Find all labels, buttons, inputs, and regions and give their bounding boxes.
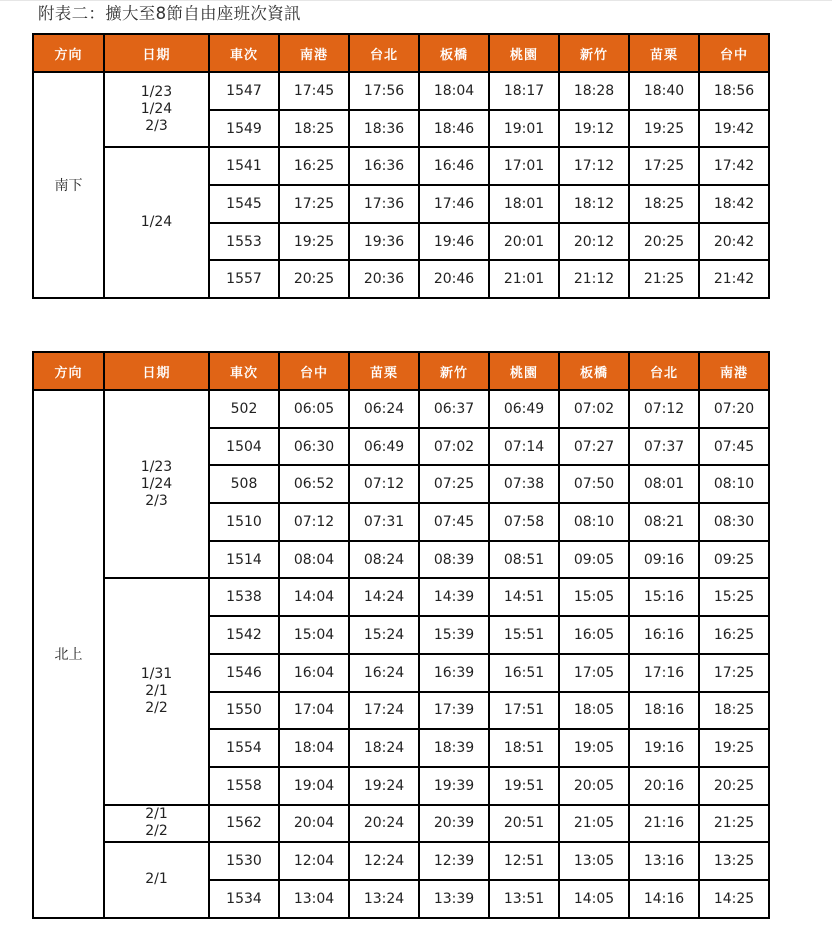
time-cell: 07:02: [559, 390, 629, 428]
time-cell: 08:24: [349, 541, 419, 579]
time-cell: 09:16: [629, 541, 699, 579]
time-cell: 20:25: [699, 767, 769, 805]
time-cell: 19:16: [629, 729, 699, 767]
train-number-cell: 1530: [209, 842, 279, 880]
time-cell: 20:25: [629, 223, 699, 261]
header-train-no: 車次: [209, 34, 279, 72]
time-cell: 09:05: [559, 541, 629, 579]
time-cell: 21:25: [699, 805, 769, 843]
date-value: 2/3: [145, 492, 168, 509]
time-cell: 19:51: [489, 767, 559, 805]
header-station: 板橋: [419, 34, 489, 72]
time-cell: 07:12: [349, 465, 419, 503]
time-cell: 07:14: [489, 428, 559, 466]
time-cell: 21:01: [489, 260, 559, 298]
train-number-cell: 508: [209, 465, 279, 503]
date-value: 1/24: [140, 101, 173, 118]
time-cell: 07:45: [699, 428, 769, 466]
table-row: [33, 390, 769, 428]
time-cell: 07:50: [559, 465, 629, 503]
time-cell: 15:24: [349, 616, 419, 654]
time-cell: 16:24: [349, 654, 419, 692]
time-cell: 14:04: [279, 578, 349, 616]
time-cell: 20:36: [349, 260, 419, 298]
header-station: 桃園: [489, 34, 559, 72]
time-cell: 17:39: [419, 692, 489, 730]
time-cell: 19:36: [349, 223, 419, 261]
header-station: 苗栗: [349, 352, 419, 390]
header-direction: 方向: [33, 352, 104, 390]
time-cell: 06:52: [279, 465, 349, 503]
time-cell: 17:51: [489, 692, 559, 730]
time-cell: 20:05: [559, 767, 629, 805]
time-cell: 07:27: [559, 428, 629, 466]
time-cell: 18:16: [629, 692, 699, 730]
time-cell: 21:42: [699, 260, 769, 298]
header-row: [33, 352, 769, 390]
header-station: 南港: [699, 352, 769, 390]
time-cell: 13:25: [699, 842, 769, 880]
time-cell: 18:01: [489, 185, 559, 223]
header-station: 南港: [279, 34, 349, 72]
time-cell: 08:51: [489, 541, 559, 579]
time-cell: 18:04: [279, 729, 349, 767]
time-cell: 18:42: [699, 185, 769, 223]
time-cell: 20:51: [489, 805, 559, 843]
time-cell: 17:01: [489, 147, 559, 185]
time-cell: 15:39: [419, 616, 489, 654]
train-number-cell: 1504: [209, 428, 279, 466]
train-number-cell: 1554: [209, 729, 279, 767]
time-cell: 06:49: [489, 390, 559, 428]
direction-cell: 南下: [33, 72, 104, 298]
date-cell: [104, 842, 209, 917]
date-cell: [104, 805, 209, 843]
train-number-cell: 1557: [209, 260, 279, 298]
table-row: [33, 842, 769, 880]
time-cell: 19:25: [279, 223, 349, 261]
table-row: [33, 147, 769, 185]
time-cell: 08:21: [629, 503, 699, 541]
time-cell: 17:46: [419, 185, 489, 223]
time-cell: 07:12: [279, 503, 349, 541]
time-cell: 16:39: [419, 654, 489, 692]
time-cell: 12:04: [279, 842, 349, 880]
time-cell: 21:12: [559, 260, 629, 298]
time-cell: 17:12: [559, 147, 629, 185]
time-cell: 19:25: [629, 110, 699, 148]
time-cell: 12:24: [349, 842, 419, 880]
time-cell: 18:04: [419, 72, 489, 110]
time-cell: 14:39: [419, 578, 489, 616]
time-cell: 06:05: [279, 390, 349, 428]
time-cell: 08:10: [559, 503, 629, 541]
direction-cell: 北上: [33, 390, 104, 918]
time-cell: 15:25: [699, 578, 769, 616]
time-cell: 16:25: [699, 616, 769, 654]
time-cell: 14:05: [559, 880, 629, 918]
table-row: [33, 578, 769, 616]
time-cell: 18:24: [349, 729, 419, 767]
header-station: 板橋: [559, 352, 629, 390]
train-number-cell: 1541: [209, 147, 279, 185]
header-station: 台北: [629, 352, 699, 390]
time-cell: 14:25: [699, 880, 769, 918]
train-number-cell: 1510: [209, 503, 279, 541]
time-cell: 16:46: [419, 147, 489, 185]
time-cell: 19:39: [419, 767, 489, 805]
time-cell: 07:25: [419, 465, 489, 503]
time-cell: 17:05: [559, 654, 629, 692]
time-cell: 19:01: [489, 110, 559, 148]
time-cell: 07:38: [489, 465, 559, 503]
time-cell: 06:37: [419, 390, 489, 428]
train-number-cell: 1550: [209, 692, 279, 730]
time-cell: 18:39: [419, 729, 489, 767]
time-cell: 20:25: [279, 260, 349, 298]
northbound-schedule-table: [32, 351, 770, 919]
time-cell: 13:39: [419, 880, 489, 918]
train-number-cell: 1545: [209, 185, 279, 223]
train-number-cell: 1549: [209, 110, 279, 148]
time-cell: 16:51: [489, 654, 559, 692]
time-cell: 17:42: [699, 147, 769, 185]
time-cell: 06:49: [349, 428, 419, 466]
date-value: 2/2: [145, 823, 168, 840]
time-cell: 19:25: [699, 729, 769, 767]
train-number-cell: 1534: [209, 880, 279, 918]
time-cell: 20:46: [419, 260, 489, 298]
time-cell: 19:46: [419, 223, 489, 261]
train-number-cell: 1562: [209, 805, 279, 843]
time-cell: 07:20: [699, 390, 769, 428]
time-cell: 21:05: [559, 805, 629, 843]
time-cell: 06:24: [349, 390, 419, 428]
time-cell: 19:42: [699, 110, 769, 148]
header-station: 台中: [699, 34, 769, 72]
time-cell: 12:51: [489, 842, 559, 880]
time-cell: 21:25: [629, 260, 699, 298]
time-cell: 07:02: [419, 428, 489, 466]
train-number-cell: 1538: [209, 578, 279, 616]
train-number-cell: 1546: [209, 654, 279, 692]
time-cell: 20:12: [559, 223, 629, 261]
date-value: 1/23: [140, 458, 173, 475]
time-cell: 17:04: [279, 692, 349, 730]
date-cell: [104, 390, 209, 578]
header-date: 日期: [104, 34, 209, 72]
time-cell: 20:42: [699, 223, 769, 261]
header-station: 台北: [349, 34, 419, 72]
time-cell: 17:16: [629, 654, 699, 692]
top-divider: [0, 0, 832, 1]
time-cell: 18:25: [699, 692, 769, 730]
header-date: 日期: [104, 352, 209, 390]
time-cell: 12:39: [419, 842, 489, 880]
time-cell: 20:04: [279, 805, 349, 843]
time-cell: 18:25: [629, 185, 699, 223]
time-cell: 07:58: [489, 503, 559, 541]
time-cell: 13:05: [559, 842, 629, 880]
time-cell: 07:45: [419, 503, 489, 541]
time-cell: 18:05: [559, 692, 629, 730]
time-cell: 19:12: [559, 110, 629, 148]
time-cell: 15:16: [629, 578, 699, 616]
train-number-cell: 1542: [209, 616, 279, 654]
train-number-cell: 1558: [209, 767, 279, 805]
time-cell: 17:24: [349, 692, 419, 730]
time-cell: 09:25: [699, 541, 769, 579]
time-cell: 08:04: [279, 541, 349, 579]
date-value: 2/1: [145, 683, 168, 699]
time-cell: 07:12: [629, 390, 699, 428]
date-value: 1/23: [140, 84, 173, 101]
time-cell: 08:30: [699, 503, 769, 541]
time-cell: 21:16: [629, 805, 699, 843]
train-number-cell: 1553: [209, 223, 279, 261]
time-cell: 17:56: [349, 72, 419, 110]
time-cell: 14:51: [489, 578, 559, 616]
time-cell: 08:01: [629, 465, 699, 503]
time-cell: 13:16: [629, 842, 699, 880]
header-row: [33, 34, 769, 72]
time-cell: 16:16: [629, 616, 699, 654]
header-station: 苗栗: [629, 34, 699, 72]
time-cell: 20:24: [349, 805, 419, 843]
header-direction: 方向: [33, 34, 104, 72]
header-station: 新竹: [559, 34, 629, 72]
time-cell: 15:05: [559, 578, 629, 616]
time-cell: 13:04: [279, 880, 349, 918]
time-cell: 18:56: [699, 72, 769, 110]
time-cell: 14:24: [349, 578, 419, 616]
header-station: 桃園: [489, 352, 559, 390]
table-row: [33, 805, 769, 843]
train-number-cell: 1514: [209, 541, 279, 579]
time-cell: 18:40: [629, 72, 699, 110]
time-cell: 16:25: [279, 147, 349, 185]
time-cell: 18:17: [489, 72, 559, 110]
time-cell: 17:45: [279, 72, 349, 110]
table-row: [33, 72, 769, 110]
time-cell: 18:28: [559, 72, 629, 110]
time-cell: 15:51: [489, 616, 559, 654]
time-cell: 18:36: [349, 110, 419, 148]
date-cell: [104, 147, 209, 298]
document-title: 附表二：擴大至8節自由座班次資訊: [38, 4, 301, 23]
header-train-no: 車次: [209, 352, 279, 390]
time-cell: 18:12: [559, 185, 629, 223]
time-cell: 16:04: [279, 654, 349, 692]
time-cell: 07:31: [349, 503, 419, 541]
time-cell: 16:36: [349, 147, 419, 185]
time-cell: 17:25: [279, 185, 349, 223]
date-value: 2/1: [145, 806, 168, 823]
time-cell: 20:01: [489, 223, 559, 261]
header-station: 台中: [279, 352, 349, 390]
header-station: 新竹: [419, 352, 489, 390]
time-cell: 16:05: [559, 616, 629, 654]
time-cell: 19:05: [559, 729, 629, 767]
southbound-schedule-table: [32, 33, 770, 299]
time-cell: 08:39: [419, 541, 489, 579]
time-cell: 20:16: [629, 767, 699, 805]
time-cell: 13:51: [489, 880, 559, 918]
time-cell: 18:51: [489, 729, 559, 767]
date-value: 1/24: [140, 475, 173, 492]
time-cell: 08:10: [699, 465, 769, 503]
time-cell: 17:36: [349, 185, 419, 223]
date-value: 1/31: [140, 666, 173, 682]
time-cell: 07:37: [629, 428, 699, 466]
time-cell: 17:25: [629, 147, 699, 185]
date-cell: [104, 72, 209, 147]
train-number-cell: 1547: [209, 72, 279, 110]
time-cell: 18:25: [279, 110, 349, 148]
date-value: 1/24: [140, 214, 173, 231]
date-value: 2/2: [145, 700, 168, 716]
date-value: 2/1: [145, 871, 168, 888]
date-cell: [104, 578, 209, 804]
time-cell: 19:04: [279, 767, 349, 805]
time-cell: 19:24: [349, 767, 419, 805]
time-cell: 14:16: [629, 880, 699, 918]
train-number-cell: 502: [209, 390, 279, 428]
time-cell: 15:04: [279, 616, 349, 654]
time-cell: 13:24: [349, 880, 419, 918]
time-cell: 20:39: [419, 805, 489, 843]
time-cell: 17:25: [699, 654, 769, 692]
time-cell: 06:30: [279, 428, 349, 466]
date-value: 2/3: [145, 118, 168, 135]
time-cell: 18:46: [419, 110, 489, 148]
